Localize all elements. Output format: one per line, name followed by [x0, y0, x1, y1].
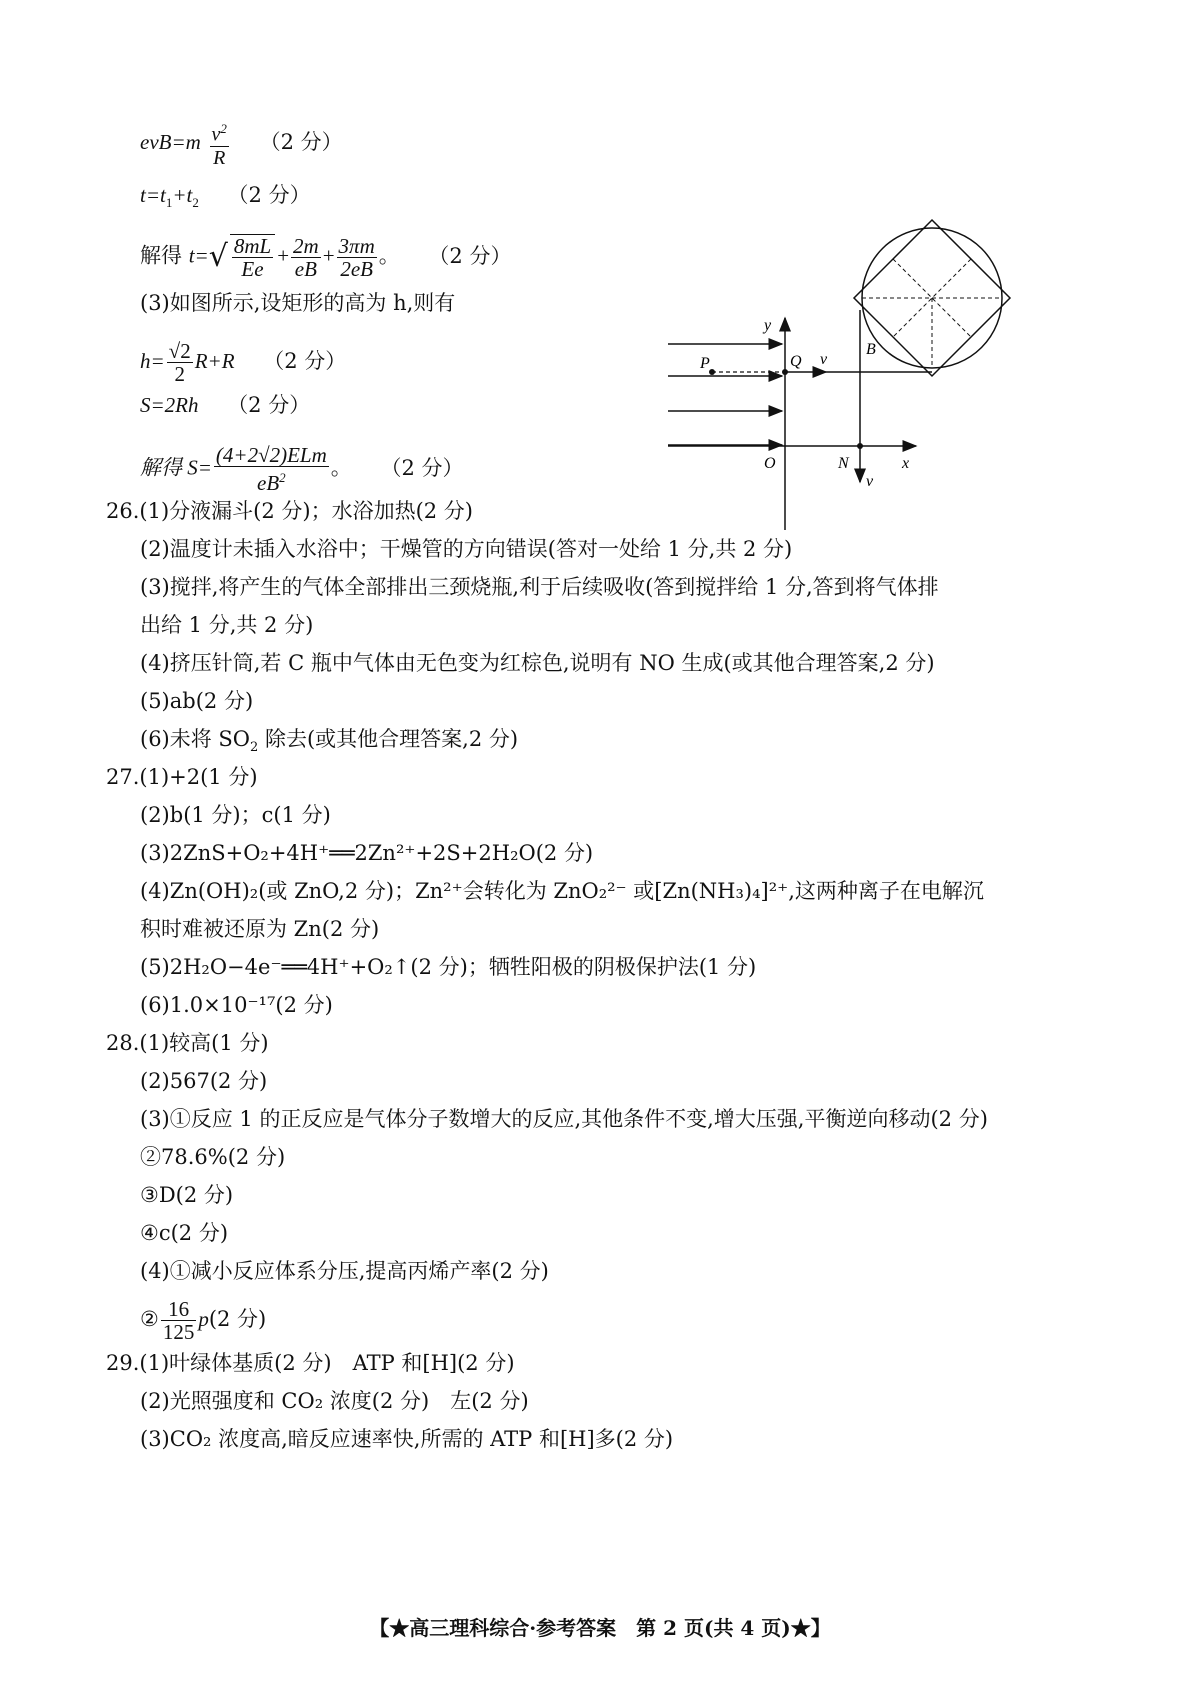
q27-line3: (3)2ZnS+O₂+4H⁺══2Zn²⁺+2S+2H₂O(2 分)	[140, 841, 594, 865]
eq-time-solution: 解得 t=√ $\frac{8mL}{Ee}$ + $\frac{2m}{eB}$ + $\frac{3\pi m}{2eB}$ 。 （2 分）	[140, 233, 512, 281]
eq-t-lhs: t=t	[140, 183, 166, 207]
eq-area-text: S=2Rh	[140, 393, 199, 417]
text: 除去(或其他合理答案,2 分)	[258, 727, 519, 751]
denominator: eB	[257, 471, 280, 495]
denominator: eB	[294, 256, 317, 281]
denominator: 2	[174, 362, 185, 386]
q28-line2: (2)567(2 分)	[140, 1069, 268, 1093]
label-o: O	[764, 455, 776, 472]
sqrt-icon: √	[208, 239, 228, 274]
point-n	[857, 443, 863, 449]
q28-line6: ④c(2 分)	[140, 1221, 229, 1245]
label-n: N	[838, 455, 849, 472]
numerator: 8mL	[233, 234, 272, 258]
label-v-down: v	[866, 473, 874, 490]
page-footer: 【★高三理科综合·参考答案 第 2 页(共 4 页)★】	[369, 1616, 831, 1640]
q29-line1: 29.(1)叶绿体基质(2 分) ATP 和[H](2 分)	[106, 1351, 515, 1375]
q27-line1: 27.(1)+2(1 分)	[106, 765, 258, 789]
q26-line6: (5)ab(2 分)	[140, 689, 254, 713]
subscript: 2	[192, 195, 199, 211]
points: （2 分）	[380, 455, 464, 480]
points: （2 分）	[227, 393, 311, 417]
text: (6)未将 SO	[140, 727, 251, 751]
eq-t-plus: +t	[172, 183, 193, 207]
period: 。	[378, 243, 400, 268]
q28-line7: (4)①减小反应体系分压,提高丙烯产率(2 分)	[140, 1259, 549, 1283]
q27-line7: (6)1.0×10⁻¹⁷(2 分)	[140, 993, 333, 1017]
subscript: 2	[250, 740, 259, 756]
denominator: R	[213, 146, 226, 169]
numerator: 16	[161, 1298, 197, 1321]
label-x: x	[902, 455, 910, 472]
eq-h-rest: R+R	[194, 349, 235, 373]
denominator: 125	[162, 1320, 195, 1344]
q27-line2: (2)b(1 分)；c(1 分)	[140, 803, 331, 827]
q27-line6: (5)2H₂O−4e⁻══4H⁺+O₂↑(2 分)；牺牲阳极的阴极保护法(1 分)	[140, 955, 757, 979]
q28-line3: (3)①反应 1 的正反应是气体分子数增大的反应,其他条件不变,增大压强,平衡逆向移动(2 分)	[140, 1107, 988, 1131]
points: (2 分)	[208, 1307, 267, 1331]
fraction	[161, 1298, 197, 1343]
q27-line4: (4)Zn(OH)₂(或 ZnO,2 分)；Zn²⁺会转化为 ZnO₂²⁻ 或[Zn(NH₃)₄]²⁺,这两种离子在电解沉	[140, 879, 984, 903]
q28-line4: ②78.6%(2 分)	[140, 1145, 286, 1169]
label-v: v	[820, 351, 828, 368]
q26-line2: (2)温度计未插入水浴中；干燥管的方向错误(答对一处给 1 分,共 2 分)	[140, 537, 793, 561]
numerator: √2	[168, 339, 191, 363]
q28-line5: ③D(2 分)	[140, 1183, 234, 1207]
numerator: (4+2√2)ELm	[215, 443, 327, 467]
q27-line5: 积时难被还原为 Zn(2 分)	[140, 917, 380, 941]
q26-line3: (3)搅拌,将产生的气体全部排出三颈烧瓶,利于后续吸收(答到搅拌给 1 分,答到将气体排	[140, 575, 939, 599]
q28-line1: 28.(1)较高(1 分)	[106, 1031, 269, 1055]
period: 。	[330, 455, 352, 480]
denominator: 2eB	[340, 256, 373, 281]
eq-t: t=	[188, 243, 209, 268]
physics-diagram	[0, 0, 1200, 560]
q28-line8	[140, 1298, 266, 1343]
q26-line7	[140, 726, 518, 761]
label-y: y	[764, 317, 772, 334]
numerator: 2m	[293, 233, 319, 258]
part3-intro: (3)如图所示,设矩形的高为 h,则有	[140, 291, 456, 315]
numerator: v	[211, 123, 221, 146]
denominator: Ee	[241, 257, 264, 281]
points: （2 分）	[227, 183, 311, 207]
points: （2 分）	[259, 129, 343, 154]
q26-line4: 出给 1 分,共 2 分)	[140, 613, 314, 637]
points: （2 分）	[263, 349, 347, 373]
label-q: Q	[790, 353, 802, 370]
label-p: P	[700, 355, 710, 372]
circled-number: ②	[140, 1307, 159, 1331]
subscript: 1	[165, 195, 173, 211]
superscript: 2	[220, 121, 227, 136]
q26-line5: (4)挤压针筒,若 C 瓶中气体由无色变为红棕色,说明有 NO 生成(或其他合理答案,2 分)	[140, 651, 935, 675]
points: （2 分）	[428, 243, 512, 268]
solve-label: 解得	[140, 243, 189, 268]
q29-line2: (2)光照强度和 CO₂ 浓度(2 分) 左(2 分)	[140, 1389, 529, 1413]
variable: p	[198, 1307, 209, 1331]
superscript: 2	[279, 470, 286, 485]
q26-line1: 26.(1)分液漏斗(2 分)；水浴加热(2 分)	[106, 499, 473, 523]
q29-line3: (3)CO₂ 浓度高,暗反应速率快,所需的 ATP 和[H]多(2 分)	[140, 1427, 674, 1451]
label-b: B	[866, 341, 876, 358]
eq-evB-lhs: evB=m	[140, 129, 201, 154]
numerator: 3πm	[338, 233, 375, 258]
solve-label: 解得 S=	[140, 455, 212, 480]
eq-h-lhs: h=	[140, 349, 165, 373]
